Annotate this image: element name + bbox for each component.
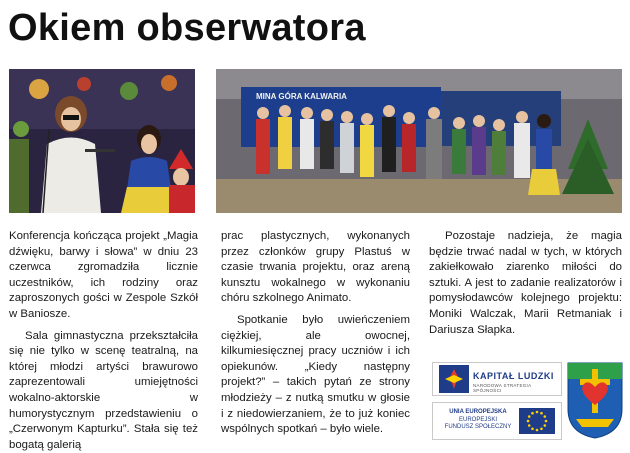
page-title: Okiem obserwatora bbox=[8, 7, 366, 49]
eu-flag-icon bbox=[519, 408, 555, 434]
article-column-1 bbox=[9, 229, 198, 453]
eu-line-2: EUROPEJSKI bbox=[458, 417, 497, 423]
paragraph: Spotkanie było uwieńczeniem ciężkiej, ale owocnej, kilkumiesięcznej pracy uczniów i ich opiekunów. „Kiedy następny projekt?” – takich pytań ze strony młodzieży – z nutką smutku w głosie i z niedowierzaniem, że to już koniec wspólnych spotkań – było wiele. bbox=[221, 313, 410, 436]
eu-line-3: FUNDUSZ SPOŁECZNY bbox=[444, 424, 512, 430]
kapital-ludzki-icon bbox=[439, 365, 469, 393]
coat-of-arms-icon bbox=[566, 361, 624, 439]
paragraph: prac plastycznych, wykonanych przez członków grupy Plastuś w czasie trwania projektu, oraz areną kunsztu wokalnego w wykonaniu chóru szkolnego Animato. bbox=[221, 230, 410, 305]
photo-left bbox=[9, 69, 195, 213]
kapital-ludzki-logo bbox=[432, 362, 562, 396]
photo-right bbox=[216, 69, 622, 213]
eu-logo bbox=[432, 402, 562, 440]
coat-of-arms-logo bbox=[566, 361, 624, 439]
kapital-ludzki-text: KAPITAŁ LUDZKI bbox=[473, 371, 554, 381]
kapital-ludzki-subtext: NARODOWA STRATEGIA SPÓJNOŚCI bbox=[473, 383, 532, 393]
paragraph: Pozostaje nadzieja, że magia będzie trwać nadal w tych, w których zakiełkowało ziarenko miłości do sztuki. A jest to zadanie realizatorów i pomysłodawców kolejnego projektu: Moniki Walczak, Marii Retmaniak i Dariusza Słapka. bbox=[429, 230, 622, 336]
eu-line-1: UNIA EUROPEJSKA bbox=[449, 409, 507, 415]
article-column-2 bbox=[221, 229, 410, 438]
stage-banner-text: MINA GÓRA KALWARIA bbox=[256, 92, 347, 101]
article-column-3 bbox=[429, 229, 622, 338]
paragraph: Sala gimnastyczna przekształciła się nie tylko w scenę teatralną, na której młodzi artyści brawurowo zaprezentowali umiejętności wokalno-aktorskie w humorystycznym przedstawieniu o „Czerwonym Kapturku”. Stała się też bogatą galerią bbox=[9, 329, 198, 451]
paragraph: Konferencja kończąca projekt „Magia dźwięku, barwy i słowa” w dniu 23 czerwca zgromadziła licznie uczestników, ich rodziny oraz zaproszonych gości w Zespole Szkół w Baniosze. bbox=[9, 230, 198, 320]
